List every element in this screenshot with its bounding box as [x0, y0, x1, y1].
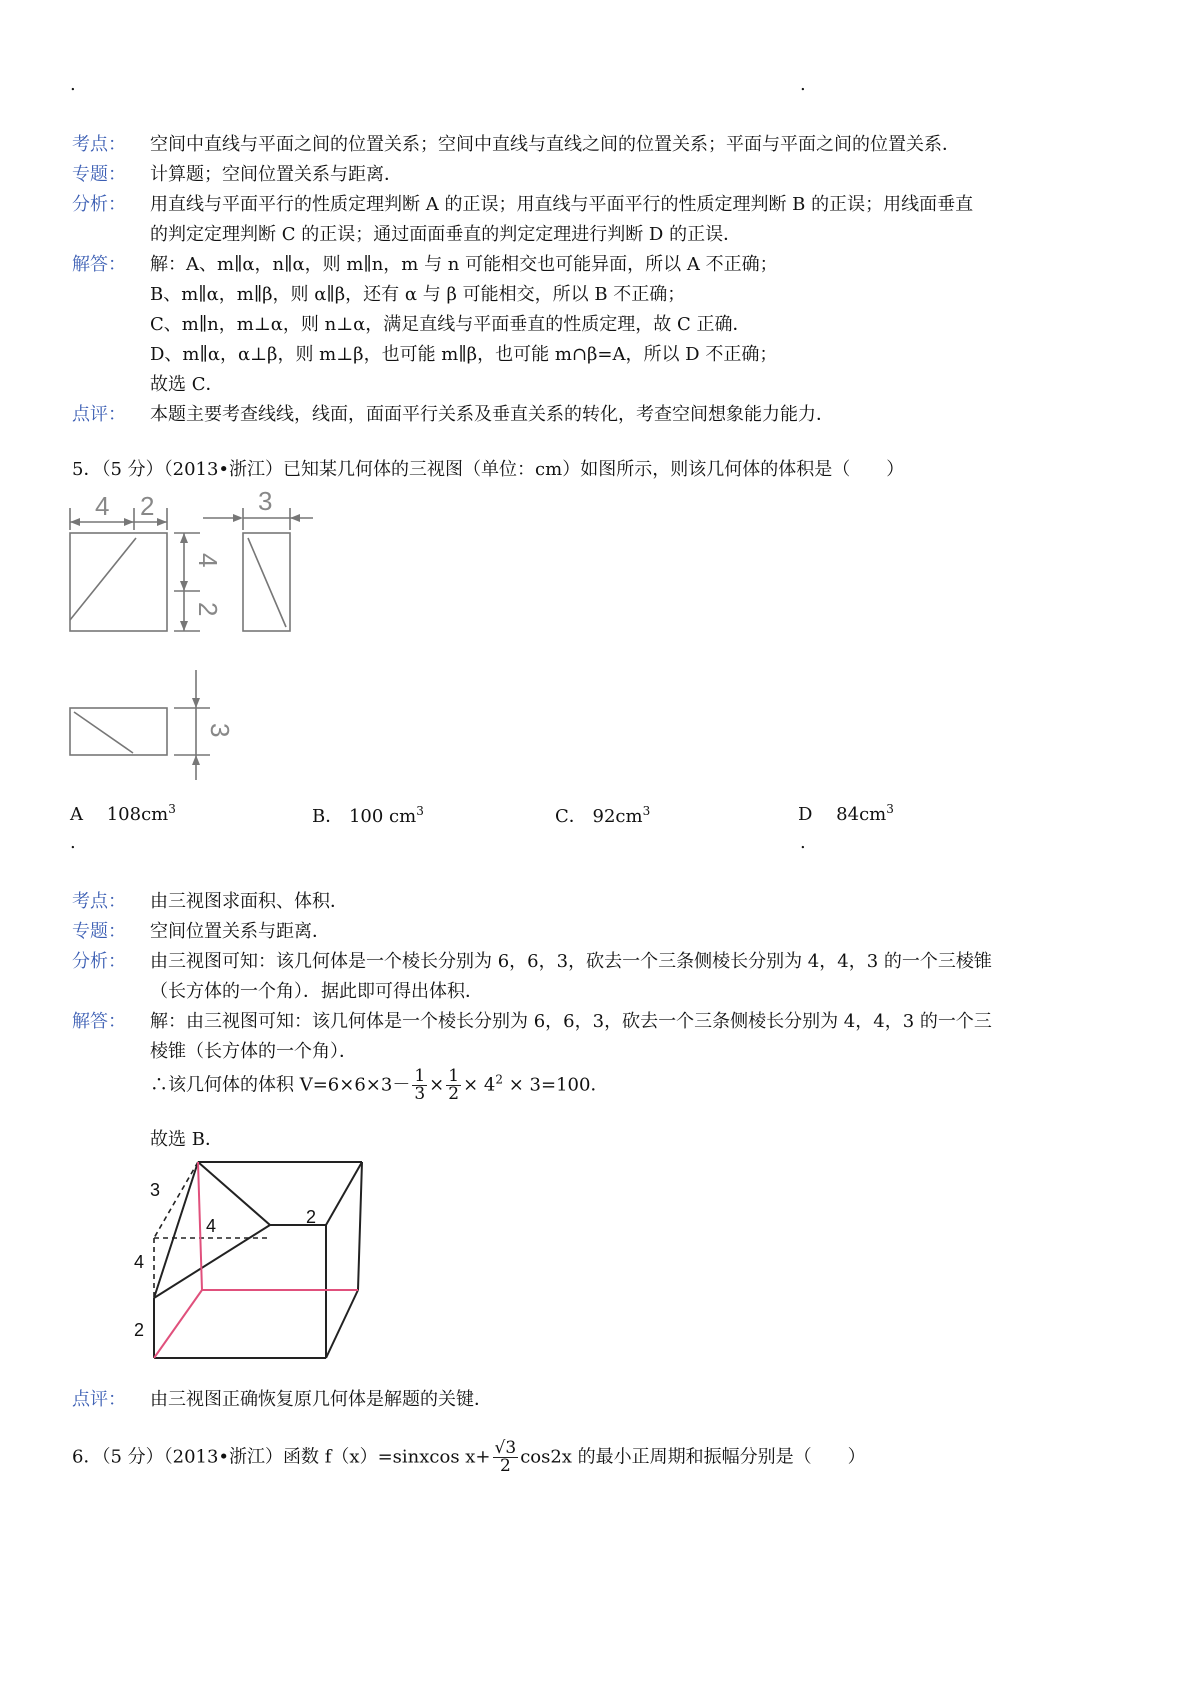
fenxi-line-1: 用直线与平面平行的性质定理判断 A 的正误；用直线与平面平行的性质定理判断 B 的正误；用线面垂直: [150, 194, 974, 215]
option-a-value: 108cm: [106, 804, 169, 825]
q6-stem-a: 6．（5 分）（2013•浙江）函数 f（x）=sinxcos x+: [72, 1446, 491, 1468]
kaodian-label: 考点：: [72, 134, 126, 155]
q5-kaodian-text: 由三视图求面积、体积．: [150, 891, 348, 912]
option-c[interactable]: [555, 802, 650, 828]
kaodian-text: 空间中直线与平面之间的位置关系；空间中直线与直线之间的位置关系；平面与平面之间的位置关系．: [150, 134, 960, 155]
q6-fraction: [493, 1440, 519, 1475]
zhuanti-text: 计算题；空间位置关系与距离．: [150, 164, 402, 185]
dianping-text: 本题主要考查线线，线面，面面平行关系及垂直关系的转化，考查空间想象能力能力．: [150, 404, 834, 425]
option-d-exp: 3: [886, 802, 894, 816]
q5-jieda-end: 故选 B．: [150, 1129, 223, 1150]
jieda-line-3: C、m∥n，m⊥α，则 n⊥α，满足直线与平面垂直的性质定理，故 C 正确．: [150, 314, 751, 335]
solid-label-4b: 4: [134, 1252, 145, 1272]
dim-bottom-3: 3: [205, 723, 235, 738]
q6-frac-den: 2: [499, 1456, 511, 1476]
q5-kaodian-label: 考点：: [72, 891, 126, 912]
solid-figure: [120, 1150, 380, 1370]
option-b-letter: B．: [312, 806, 344, 827]
times-2: ×: [463, 1074, 479, 1096]
q5-jieda-line-1: 解：由三视图可知：该几何体是一个棱长分别为 6，6，3，砍去一个三条侧棱长分别为 4，4，3 的一个三: [150, 1011, 992, 1032]
fraction-one-half: [446, 1068, 461, 1103]
frac1-den: 3: [414, 1084, 426, 1104]
three-view-figure: [60, 490, 340, 790]
solid-label-4a: 4: [206, 1216, 217, 1236]
option-b-exp: 3: [416, 804, 424, 818]
jieda-line-4: D、m∥α，α⊥β，则 m⊥β，也可能 m∥β，也可能 m∩β=A，所以 D 不正确；: [150, 344, 778, 365]
frac2-den: 2: [448, 1084, 460, 1104]
q5-jieda-line-2: 棱锥（长方体的一个角）．: [150, 1041, 357, 1062]
q5-fenxi-label: 分析：: [72, 951, 126, 972]
dim-side-3: 3: [258, 490, 273, 516]
option-a-letter: A: [70, 804, 83, 825]
option-d-letter: D: [798, 804, 813, 825]
option-c-letter: C．: [555, 806, 587, 827]
fenxi-label: 分析：: [72, 194, 126, 215]
solid-label-2a: 2: [306, 1207, 317, 1227]
q5-dianping-label: 点评：: [72, 1389, 126, 1410]
solid-label-3: 3: [150, 1180, 161, 1200]
q5-zhuanti-text: 空间位置关系与距离．: [150, 921, 330, 942]
frac1-num: 1: [414, 1066, 426, 1086]
q5-fenxi-line-1: 由三视图可知：该几何体是一个棱长分别为 6，6，3，砍去一个三条侧棱长分别为 4，4，3 的一个三棱锥: [150, 951, 992, 972]
dim-top-4: 4: [95, 491, 110, 521]
four-exp: 2: [495, 1072, 503, 1087]
dim-top-2: 2: [140, 491, 155, 521]
times-three: × 3: [508, 1074, 541, 1096]
top-dot-right: .: [800, 74, 806, 95]
jieda-label: 解答：: [72, 254, 126, 275]
four-base: 4: [483, 1074, 496, 1096]
fraction-one-third: [412, 1068, 427, 1103]
top-dot-left: .: [70, 74, 76, 95]
option-d[interactable]: [798, 802, 894, 825]
q5-dianping-text: 由三视图正确恢复原几何体是解题的关键．: [150, 1389, 492, 1410]
option-a-exp: 3: [168, 802, 176, 816]
option-c-exp: 3: [642, 804, 651, 818]
q6-frac-num: √3: [494, 1438, 517, 1458]
q6-stem: [72, 1440, 866, 1475]
q6-stem-b: cos2x 的最小正周期和振幅分别是（ ）: [520, 1446, 866, 1468]
q5-zhuanti-label: 专题：: [72, 921, 126, 942]
q5-jieda-label: 解答：: [72, 1011, 126, 1032]
option-a[interactable]: [70, 802, 176, 825]
volume-minus: －: [392, 1074, 411, 1096]
option-b[interactable]: [312, 802, 424, 828]
frac2-num: 1: [448, 1066, 460, 1086]
fenxi-line-2: 的判定定理判断 C 的正误；通过面面垂直的判定定理进行判断 D 的正误．: [150, 224, 742, 245]
volume-prefix: ∴该几何体的体积 V=6×6×3: [150, 1074, 393, 1096]
jieda-line-2: B、m∥α，m∥β，则 α∥β，还有 α 与 β 可能相交，所以 B 不正确；: [150, 284, 686, 305]
times-1: ×: [429, 1074, 445, 1096]
dim-right-4: 4: [193, 553, 223, 568]
q5-stem: 5．（5 分）（2013•浙江）已知某几何体的三视图（单位：cm）如图所示，则该几何体的体积是（ ）: [72, 459, 905, 480]
option-dot-left: .: [70, 832, 76, 853]
zhuanti-label: 专题：: [72, 164, 126, 185]
option-dot-right: .: [800, 832, 806, 853]
jieda-line-5: 故选 C．: [150, 374, 224, 395]
option-d-value: 84cm: [836, 804, 887, 825]
dianping-label: 点评：: [72, 404, 126, 425]
volume-result: =100．: [541, 1074, 609, 1096]
dim-right-2: 2: [193, 602, 223, 617]
volume-formula: [150, 1068, 608, 1103]
option-c-value: 92cm: [592, 806, 643, 827]
jieda-line-1: 解：A、m∥α，n∥α，则 m∥n，m 与 n 可能相交也可能异面，所以 A 不正确；: [150, 254, 778, 275]
solid-label-2b: 2: [134, 1320, 145, 1340]
option-b-value: 100 cm: [348, 806, 417, 827]
q5-fenxi-line-2: （长方体的一个角）．据此即可得出体积．: [150, 981, 483, 1002]
